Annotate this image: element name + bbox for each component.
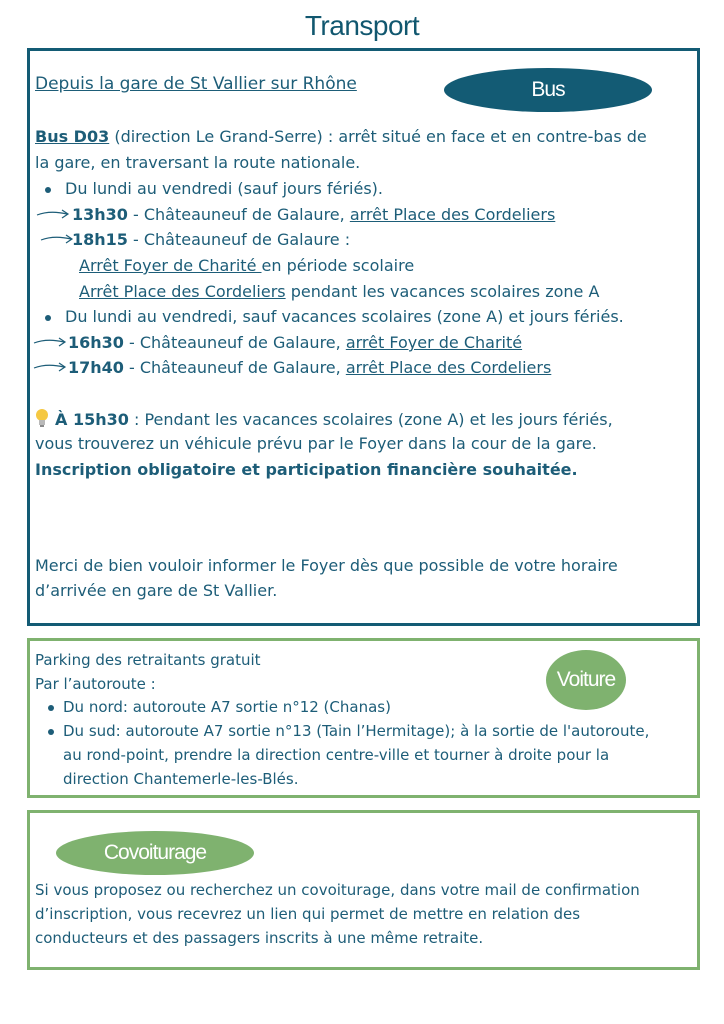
note-row-2: vous trouverez un véhicule prévu par le Foyer dans la cour de la gare. bbox=[35, 434, 597, 453]
bus-bullet-1: Du lundi au vendredi (sauf jours fériés). bbox=[65, 179, 383, 198]
note-time: À 15h30 bbox=[55, 410, 129, 429]
page-title: Transport bbox=[304, 10, 420, 41]
bullet-icon bbox=[48, 729, 54, 735]
bus-time-row-2 bbox=[72, 230, 350, 250]
car-bullet-south-2: au rond-point, prendre la direction centre-ville et tourner à droite pour la bbox=[63, 746, 610, 764]
arrow-icon bbox=[40, 232, 74, 246]
bus-line-name: Bus D03 bbox=[35, 127, 110, 146]
destination-text: - Châteauneuf de Galaure, bbox=[123, 333, 346, 352]
arrow-icon bbox=[33, 335, 67, 349]
arrow-icon bbox=[33, 360, 67, 374]
time-13h30: 13h30 bbox=[72, 205, 128, 224]
closing-line-1: Merci de bien vouloir informer le Foyer dès que possible de votre horaire bbox=[35, 556, 618, 575]
bus-pill: Bus bbox=[444, 68, 652, 112]
note-row-1 bbox=[55, 410, 613, 430]
carpool-line-1: Si vous proposez ou recherchez un covoiturage, dans votre mail de confirmation bbox=[35, 881, 640, 899]
carpool-line-3: conducteurs et des passagers inscrits à une même retraite. bbox=[35, 929, 484, 947]
bullet-icon bbox=[45, 315, 51, 321]
bullet-icon bbox=[45, 187, 51, 193]
car-bullet-south-3: direction Chantemerle-les-Blés. bbox=[63, 770, 299, 788]
carpool-line-2: d’inscription, vous recevrez un lien qui permet de mettre en relation des bbox=[35, 905, 581, 923]
time-16h30: 16h30 bbox=[68, 333, 124, 352]
arrow-icon bbox=[36, 207, 70, 221]
parking-text: Parking des retraitants gratuit bbox=[35, 651, 261, 669]
note-row-3 bbox=[35, 460, 578, 480]
bus-sub-row-1 bbox=[79, 256, 414, 276]
bus-bullet-2: Du lundi au vendredi, sauf vacances scolaires (zone A) et jours fériés. bbox=[65, 307, 624, 326]
period-text: en période scolaire bbox=[261, 256, 415, 275]
time-17h40: 17h40 bbox=[68, 358, 124, 377]
carpool-pill: Covoiturage bbox=[56, 831, 254, 875]
bus-intro-line2: la gare, en traversant la route nationale. bbox=[35, 153, 361, 172]
note-text: : Pendant les vacances scolaires (zone A) et les jours fériés, bbox=[128, 410, 613, 429]
bus-intro-text: (direction Le Grand-Serre) : arrêt situé en face et en contre-bas de bbox=[109, 127, 647, 146]
stop-link-cordeliers[interactable]: Arrêt Place des Cordeliers bbox=[79, 282, 286, 301]
destination-text: - Châteauneuf de Galaure, bbox=[123, 358, 346, 377]
lightbulb-icon bbox=[35, 408, 49, 428]
car-bullet-north: Du nord: autoroute A7 sortie n°12 (Chanas) bbox=[63, 698, 391, 716]
bullet-icon bbox=[48, 705, 54, 711]
bus-sub-row-2 bbox=[79, 282, 599, 302]
bus-time-row-1 bbox=[72, 205, 555, 225]
bus-heading[interactable]: Depuis la gare de St Vallier sur Rhône bbox=[35, 74, 357, 94]
stop-link-foyer[interactable]: arrêt Foyer de Charité bbox=[345, 333, 523, 352]
stop-link-cordeliers[interactable]: arrêt Place des Cordeliers bbox=[345, 358, 552, 377]
car-bullet-south-1: Du sud: autoroute A7 sortie n°13 (Tain l’Hermitage); à la sortie de l'autoroute, bbox=[63, 722, 650, 740]
note-registration: Inscription obligatoire et participation financière souhaitée. bbox=[35, 460, 578, 479]
closing-line-2: d’arrivée en gare de St Vallier. bbox=[35, 581, 278, 600]
bus-time-row-4 bbox=[68, 358, 551, 378]
highway-label: Par l’autoroute : bbox=[35, 675, 156, 693]
car-pill: Voiture bbox=[546, 650, 626, 710]
time-18h15: 18h15 bbox=[72, 230, 128, 249]
destination-text: - Châteauneuf de Galaure, bbox=[127, 205, 350, 224]
bus-intro bbox=[35, 127, 647, 147]
bus-time-row-3 bbox=[68, 333, 522, 353]
stop-link-cordeliers[interactable]: arrêt Place des Cordeliers bbox=[349, 205, 556, 224]
destination-text: - Châteauneuf de Galaure : bbox=[127, 230, 351, 249]
period-text: pendant les vacances scolaires zone A bbox=[285, 282, 600, 301]
stop-link-foyer[interactable]: Arrêt Foyer de Charité bbox=[79, 256, 262, 275]
